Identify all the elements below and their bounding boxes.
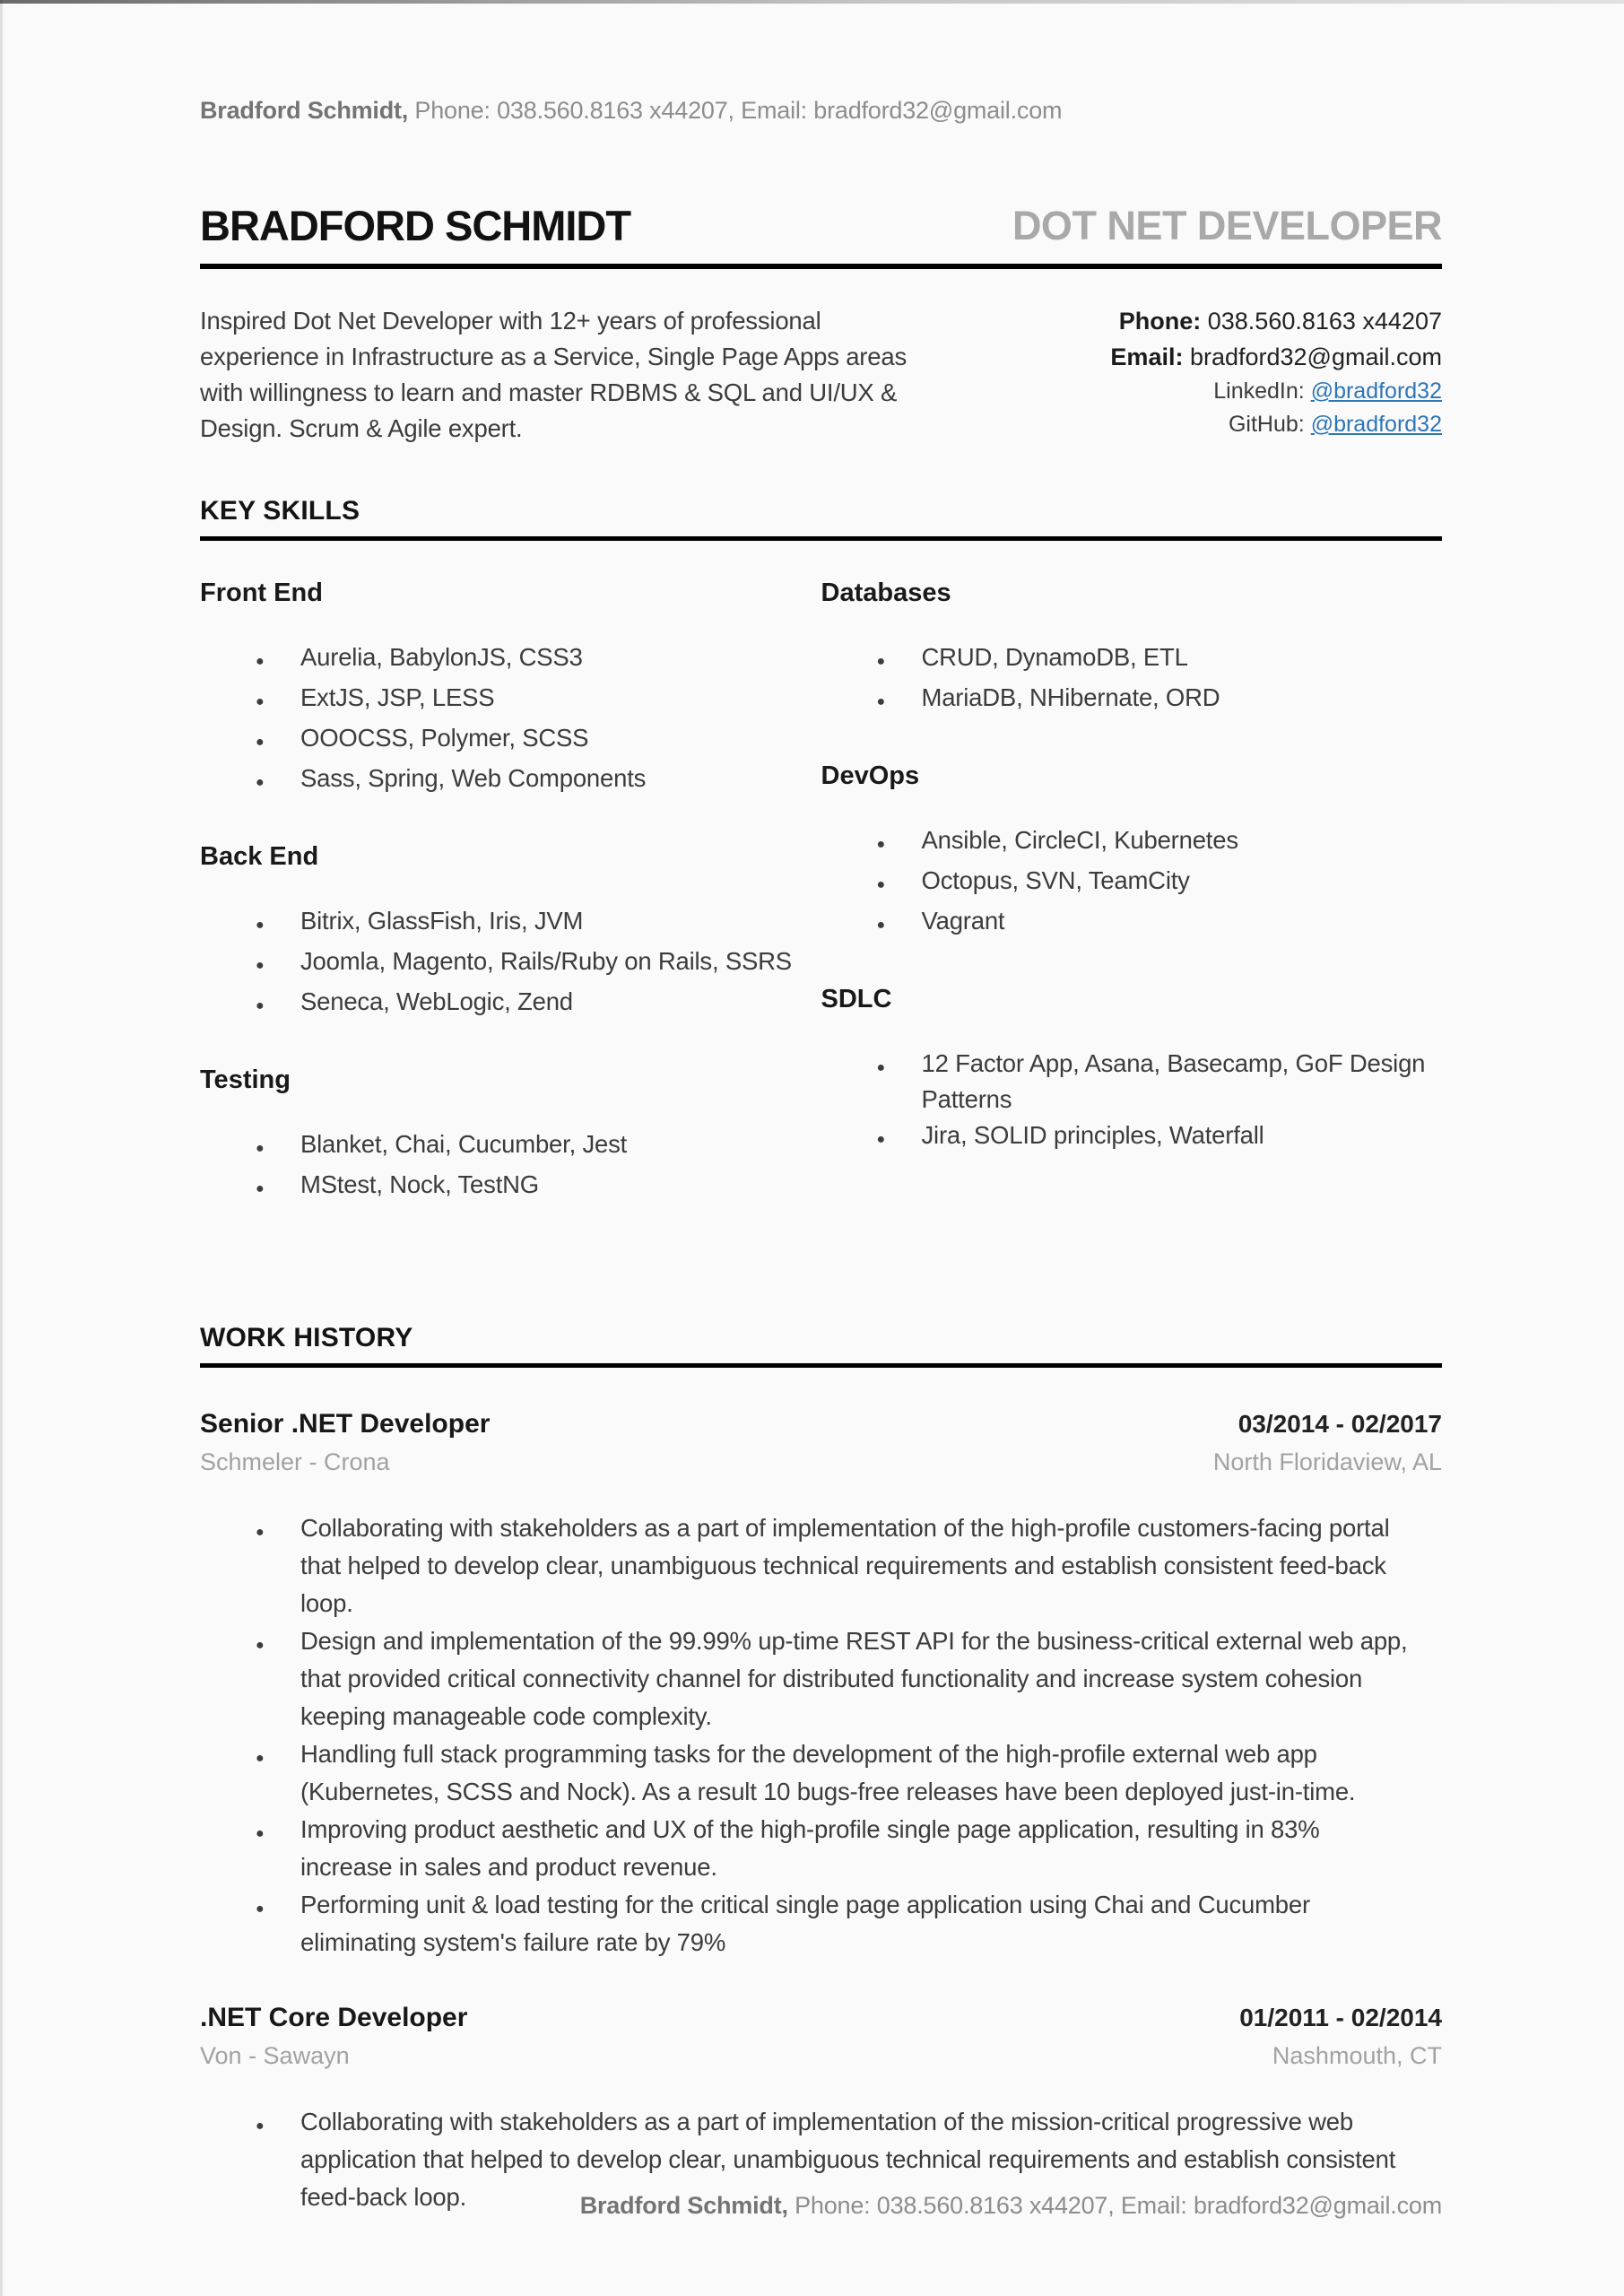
- bullet-icon: [256, 2103, 300, 2216]
- job-location: Nashmouth, CT: [1272, 2042, 1442, 2069]
- skill-group-title: SDLC: [821, 985, 892, 1013]
- work-history-divider: [200, 1363, 1442, 1368]
- phone-row: [1110, 303, 1442, 339]
- bullet-icon: [256, 1622, 300, 1735]
- skill-item: ● MariaDB, NHibernate, ORD: [877, 680, 1443, 720]
- footer-contact-text: Phone: 038.560.8163 x44207, Email: bradford32@gmail.com: [787, 2192, 1442, 2219]
- skills-grid: [200, 577, 1442, 1247]
- job-head: [200, 2001, 1442, 2035]
- email-row: [1110, 339, 1442, 375]
- bullet-icon: [256, 720, 300, 761]
- skill-list: [821, 639, 1443, 720]
- job-entry-senior-net-developer: [200, 1407, 1442, 1961]
- skill-list: [200, 639, 821, 801]
- footer-name: Bradford Schmidt,: [579, 2192, 788, 2219]
- job-company: Von - Sawayn: [200, 2042, 350, 2069]
- skill-item: ● Ansible, CircleCI, Kubernetes: [877, 822, 1443, 863]
- key-skills-heading: KEY SKILLS: [200, 496, 360, 526]
- skill-item: ● CRUD, DynamoDB, ETL: [877, 639, 1443, 680]
- skill-group-title: Databases: [821, 578, 951, 607]
- job-bullet-item: ● Handling full stack programming tasks for the development of the high-profile external web app (Kubernetes, SCSS and Nock). As a result 10 bugs-free releases have been deployed just-in-time.: [256, 1735, 1442, 1811]
- skill-group-devops: [821, 760, 1443, 944]
- job-subhead: [200, 2040, 1442, 2071]
- job-dates: 03/2014 - 02/2017: [1238, 1410, 1442, 1438]
- skills-column-left: [200, 577, 821, 1247]
- linkedin-row: [1110, 375, 1442, 408]
- bullet-icon: [877, 822, 922, 863]
- phone-value: 038.560.8163 x44207: [1201, 308, 1442, 335]
- title-divider: [200, 264, 1442, 269]
- job-location: North Floridaview, AL: [1212, 1448, 1442, 1475]
- page-left-edge: [0, 0, 3, 2296]
- bullet-icon: [256, 1735, 300, 1811]
- work-history-heading: WORK HISTORY: [200, 1323, 413, 1352]
- skill-item: ● Seneca, WebLogic, Zend: [256, 984, 821, 1024]
- bullet-icon: [256, 944, 300, 984]
- job-bullet-item: ● Improving product aesthetic and UX of the high-profile single page application, resulting in 83% increase in sales and product revenue.: [256, 1811, 1442, 1886]
- skills-column-right: [821, 577, 1443, 1247]
- skill-item: ● MStest, Nock, TestNG: [256, 1167, 821, 1207]
- skill-group-databases: [821, 577, 1443, 720]
- bullet-icon: [256, 903, 300, 944]
- skill-group-title: DevOps: [821, 761, 920, 790]
- skill-item: ● ExtJS, JSP, LESS: [256, 680, 821, 720]
- skill-item: ● OOOCSS, Polymer, SCSS: [256, 720, 821, 761]
- skill-group-title: Back End: [200, 842, 319, 871]
- contact-block: [1110, 303, 1442, 447]
- key-skills-divider: [200, 536, 1442, 541]
- bullet-icon: [256, 1509, 300, 1622]
- skill-list: [821, 822, 1443, 944]
- bullet-icon: [877, 1118, 922, 1158]
- document-footer-line: [580, 2190, 1442, 2221]
- job-company: Schmeler - Crona: [200, 1448, 390, 1475]
- skill-list: [821, 1046, 1443, 1158]
- bullet-icon: [256, 1167, 300, 1207]
- bullet-icon: [256, 1886, 300, 1961]
- linkedin-label: LinkedIn:: [1213, 378, 1311, 404]
- job-bullet-list: [200, 1509, 1442, 1961]
- github-row: [1110, 408, 1442, 441]
- job-bullet-item: ● Collaborating with stakeholders as a part of implementation of the high-profile customers-facing portal that helped to develop clear, unambiguous technical requirements and establish consistent feed-back loop.: [256, 1509, 1442, 1622]
- bullet-icon: [877, 1046, 922, 1118]
- page-title: BRADFORD SCHMIDT: [200, 202, 631, 249]
- skill-group-front-end: [200, 577, 821, 801]
- header-contact-text: Phone: 038.560.8163 x44207, Email: bradford32@gmail.com: [408, 97, 1063, 124]
- job-bullet-item: ● Collaborating with stakeholders as a part of implementation of the mission-critical progressive web application that helped to develop clear, unambiguous technical requirements and establish consistent feed-back loop.: [256, 2103, 1442, 2216]
- job-bullet-item: ● Design and implementation of the 99.99% up-time REST API for the business-critical external web app, that provided critical connectivity channel for distributed functionality and increase system cohesion keeping manageable code complexity.: [256, 1622, 1442, 1735]
- title-row: [200, 201, 1442, 251]
- page-top-edge: [0, 0, 1624, 4]
- job-title: Senior .NET Developer: [200, 1409, 491, 1439]
- skill-group-sdlc: [821, 983, 1443, 1158]
- bullet-icon: [877, 863, 922, 903]
- skill-item: ● Blanket, Chai, Cucumber, Jest: [256, 1126, 821, 1167]
- bullet-icon: [877, 639, 922, 680]
- job-dates: 01/2011 - 02/2014: [1239, 2004, 1442, 2031]
- email-value: bradford32@gmail.com: [1183, 344, 1442, 370]
- intro-section: [200, 303, 1442, 447]
- job-entry-net-core-developer: [200, 2001, 1442, 2216]
- linkedin-link[interactable]: @bradford32: [1310, 378, 1442, 404]
- phone-label: Phone:: [1118, 308, 1202, 335]
- header-name: Bradford Schmidt,: [200, 97, 409, 124]
- bullet-icon: [256, 1126, 300, 1167]
- skill-item: ● 12 Factor App, Asana, Basecamp, GoF Design Patterns: [877, 1046, 1443, 1118]
- skill-item: ● Vagrant: [877, 903, 1443, 944]
- skill-group-back-end: [200, 840, 821, 1024]
- skill-item: ● Joomla, Magento, Rails/Ruby on Rails, SSRS: [256, 944, 821, 984]
- skill-group-title: Front End: [200, 578, 323, 607]
- skill-item: ● Sass, Spring, Web Components: [256, 761, 821, 801]
- job-title: .NET Core Developer: [200, 2003, 468, 2032]
- role-title: DOT NET DEVELOPER: [1012, 203, 1442, 248]
- summary-text: Inspired Dot Net Developer with 12+ years of professional experience in Infrastructure as a Service, Single Page Apps areas with willingness to learn and master RDBMS & SQL and UI/UX & Design. Scrum & Agile expert.: [200, 307, 908, 442]
- job-subhead: [200, 1447, 1442, 1477]
- github-label: GitHub:: [1228, 412, 1311, 437]
- bullet-icon: [877, 903, 922, 944]
- bullet-icon: [256, 761, 300, 801]
- bullet-icon: [877, 680, 922, 720]
- skill-item: ● Aurelia, BabylonJS, CSS3: [256, 639, 821, 680]
- skill-item: ● Octopus, SVN, TeamCity: [877, 863, 1443, 903]
- email-label: Email:: [1110, 344, 1184, 370]
- skill-group-title: Testing: [200, 1065, 291, 1094]
- bullet-icon: [256, 1811, 300, 1886]
- bullet-icon: [256, 639, 300, 680]
- bullet-icon: [256, 680, 300, 720]
- job-head: [200, 1407, 1442, 1441]
- skill-list: [200, 903, 821, 1024]
- skill-list: [200, 1126, 821, 1207]
- skill-item: ● Bitrix, GlassFish, Iris, JVM: [256, 903, 821, 944]
- skill-item: ● Jira, SOLID principles, Waterfall: [877, 1118, 1443, 1158]
- skill-group-testing: [200, 1064, 821, 1207]
- document-header-line: [200, 95, 1442, 126]
- job-bullet-item: ● Performing unit & load testing for the critical single page application using Chai and Cucumber eliminating system's failure rate by 79%: [256, 1886, 1442, 1961]
- github-link[interactable]: @bradford32: [1310, 412, 1442, 437]
- bullet-icon: [256, 984, 300, 1024]
